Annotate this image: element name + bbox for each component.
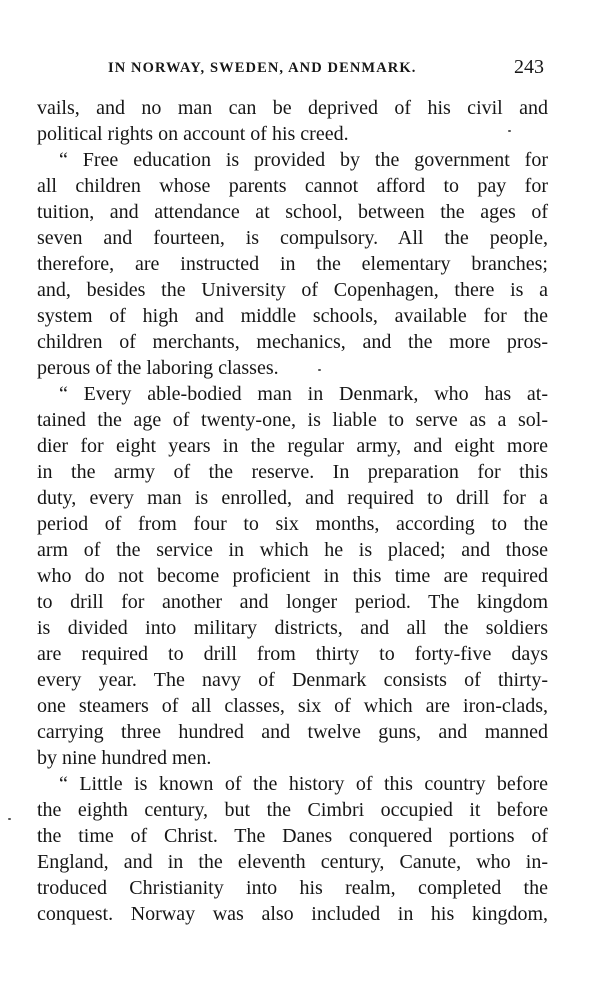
text-line: by nine hundred men. [37,747,212,769]
text-line: vails, and no man can be deprived of his civil and [37,97,548,119]
print-speck [508,130,511,132]
text-line: troduced Christianity into his realm, completed the [37,877,548,899]
text-line: in the army of the reserve. In preparation for this [37,461,548,483]
text-line: tained the age of twenty-one, is liable to serve as a sol- [37,409,548,431]
text-line: all children whose parents cannot afford to pay for [37,175,548,197]
text-line: who do not become proficient in this time are required [37,565,548,587]
text-line: “ Every able-bodied man in Denmark, who has at- [59,383,548,405]
running-title: IN NORWAY, SWEDEN, AND DENMARK. [108,60,417,76]
text-line: period of from four to six months, according to the [37,513,548,535]
page-number: 243 [514,56,544,78]
text-line: children of merchants, mechanics, and the more pros- [37,331,548,353]
text-line: system of high and middle schools, available for the [37,305,548,327]
text-line: carrying three hundred and twelve guns, and manned [37,721,548,743]
body-text [37,95,548,927]
text-line: every year. The navy of Denmark consists of thirty- [37,669,548,691]
text-line: arm of the service in which he is placed; and those [37,539,548,561]
print-speck [8,818,11,820]
text-line: duty, every man is enrolled, and required to drill for a [37,487,548,509]
text-line: to drill for another and longer period. The kingdom [37,591,548,613]
print-speck [318,369,321,371]
text-line: one steamers of all classes, six of which are iron-clads, [37,695,548,717]
text-line: perous of the laboring classes. [37,357,279,379]
text-line: the time of Christ. The Danes conquered portions of [37,825,548,847]
text-line: “ Free education is provided by the government for [59,149,548,171]
text-line: political rights on account of his creed. [37,123,349,145]
text-line: therefore, are instructed in the elementary branches; [37,253,548,275]
text-line: “ Little is known of the history of this country before [59,773,548,795]
text-line: dier for eight years in the regular army, and eight more [37,435,548,457]
text-line: conquest. Norway was also included in his kingdom, [37,903,548,925]
running-head [0,57,601,81]
text-line: seven and fourteen, is compulsory. All the people, [37,227,548,249]
text-line: is divided into military districts, and all the soldiers [37,617,548,639]
text-line: the eighth century, but the Cimbri occupied it before [37,799,548,821]
text-line: England, and in the eleventh century, Canute, who in- [37,851,548,873]
text-line: and, besides the University of Copenhagen, there is a [37,279,548,301]
text-line: tuition, and attendance at school, between the ages of [37,201,548,223]
text-line: are required to drill from thirty to forty-five days [37,643,548,665]
